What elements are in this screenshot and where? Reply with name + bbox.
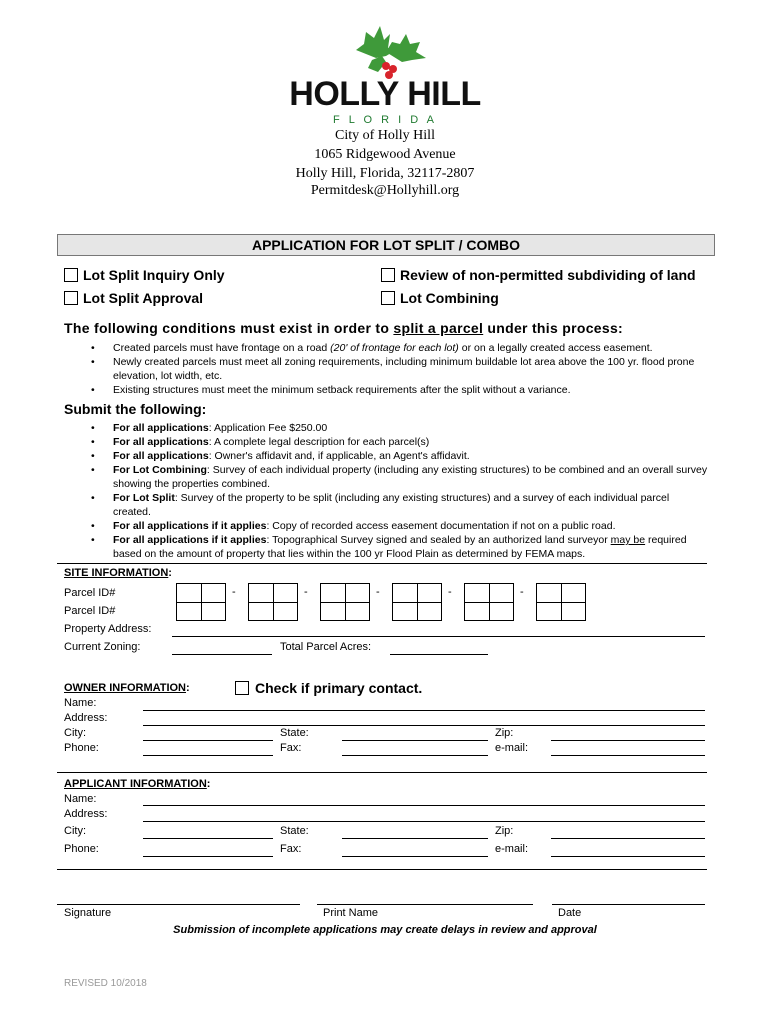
applicant-city-label: City: xyxy=(64,825,86,837)
list-item: • For all applications: Application Fee $250.00 xyxy=(113,421,708,435)
review-subdividing-label: Review of non-permitted subdividing of land xyxy=(400,267,696,283)
list-item: • For Lot Split: Survey of the property to be split (including any existing structures) and a survey of each individual parcel created. xyxy=(113,491,708,519)
review-subdividing-checkbox[interactable] xyxy=(381,268,395,282)
owner-name-field[interactable] xyxy=(143,710,705,711)
property-address-label: Property Address: xyxy=(64,623,152,635)
applicant-info-heading: APPLICANT INFORMATION: xyxy=(64,778,211,790)
print-name-field[interactable] xyxy=(317,904,533,905)
applicant-address-label: Address: xyxy=(64,808,108,820)
owner-zip-field[interactable] xyxy=(551,740,705,741)
lot-split-approval-label: Lot Split Approval xyxy=(83,290,204,306)
list-item: • Newly created parcels must meet all zoning requirements, including minimum buildable lot area above the 100 yr. flood prone elevation, lot width, etc. xyxy=(113,355,703,383)
owner-address-field[interactable] xyxy=(143,725,705,726)
owner-info-heading: OWNER INFORMATION: xyxy=(64,682,190,694)
owner-state-field[interactable] xyxy=(342,740,488,741)
applicant-state-field[interactable] xyxy=(342,838,488,839)
list-item: • For all applications: A complete legal description for each parcel(s) xyxy=(113,435,708,449)
primary-contact-label: Check if primary contact. xyxy=(255,680,423,696)
conditions-heading-underlined: split a parcel xyxy=(393,320,484,336)
list-item: • For all applications: Owner's affidavit and, if applicable, an Agent's affidavit. xyxy=(113,449,708,463)
property-address-field[interactable] xyxy=(172,636,705,637)
parcel-id-separator: - xyxy=(376,586,380,598)
applicant-zip-field[interactable] xyxy=(551,838,705,839)
city-name: City of Holly Hill xyxy=(335,128,435,143)
applicant-fax-field[interactable] xyxy=(342,856,488,857)
applicant-name-label: Name: xyxy=(64,793,97,805)
street-address: 1065 Ridgewood Avenue xyxy=(314,147,456,162)
owner-phone-field[interactable] xyxy=(143,755,273,756)
date-field[interactable] xyxy=(552,904,705,905)
list-item: • Existing structures must meet the minimum setback requirements after the split without a variance. xyxy=(113,383,703,397)
list-item: • For Lot Combining: Survey of each individual property (including any existing structures) to be combined and an overall survey showing the properties combined. xyxy=(113,463,708,491)
total-acres-field[interactable] xyxy=(390,654,488,655)
submit-list xyxy=(113,421,708,561)
current-zoning-field[interactable] xyxy=(172,654,272,655)
applicant-name-field[interactable] xyxy=(143,805,705,806)
parcel-id-grid[interactable] xyxy=(392,583,442,621)
lot-combining-label: Lot Combining xyxy=(400,290,499,306)
list-item: • Created parcels must have frontage on a road (20' of frontage for each lot) or on a legally created access easement. xyxy=(113,341,703,355)
site-info-heading: SITE INFORMATION: xyxy=(64,567,172,579)
applicant-state-label: State: xyxy=(280,825,309,837)
date-label: Date xyxy=(558,907,582,919)
applicant-email-field[interactable] xyxy=(551,856,705,857)
owner-fax-field[interactable] xyxy=(342,755,488,756)
primary-contact-checkbox[interactable] xyxy=(235,681,249,695)
applicant-zip-label: Zip: xyxy=(495,825,514,837)
lot-combining-checkbox[interactable] xyxy=(381,291,395,305)
applicant-city-field[interactable] xyxy=(143,838,273,839)
parcel-id-label-2: Parcel ID# xyxy=(64,605,116,617)
section-divider xyxy=(57,563,707,564)
parcel-id-grid[interactable] xyxy=(536,583,586,621)
owner-zip-label: Zip: xyxy=(495,727,514,739)
incomplete-warning: Submission of incomplete applications may create delays in review and approval xyxy=(173,924,597,936)
form-title: APPLICATION FOR LOT SPLIT / COMBO xyxy=(57,234,715,256)
parcel-id-separator: - xyxy=(232,586,236,598)
owner-city-field[interactable] xyxy=(143,740,273,741)
logo-subtitle: F L O R I D A xyxy=(333,114,437,126)
parcel-id-separator: - xyxy=(520,586,524,598)
total-acres-label: Total Parcel Acres: xyxy=(280,641,372,653)
parcel-id-grid[interactable] xyxy=(320,583,370,621)
owner-address-label: Address: xyxy=(64,712,108,724)
owner-city-label: City: xyxy=(64,727,86,739)
applicant-phone-field[interactable] xyxy=(143,856,273,857)
applicant-fax-label: Fax: xyxy=(280,843,302,855)
parcel-id-grid[interactable] xyxy=(176,583,226,621)
lot-split-approval-checkbox[interactable] xyxy=(64,291,78,305)
lot-split-inquiry-label: Lot Split Inquiry Only xyxy=(83,267,225,283)
section-divider xyxy=(57,772,707,773)
owner-phone-label: Phone: xyxy=(64,742,99,754)
applicant-email-label: e-mail: xyxy=(495,843,529,855)
applicant-address-field[interactable] xyxy=(143,821,705,822)
signature-field[interactable] xyxy=(57,904,300,905)
owner-name-label: Name: xyxy=(64,697,97,709)
list-item: • For all applications if it applies: Topographical Survey signed and sealed by an authorized land surveyor may be required based on the amount of property that lies within the 100 yr Flood Plain as determined by FEMA maps. xyxy=(113,533,708,561)
owner-fax-label: Fax: xyxy=(280,742,302,754)
section-divider xyxy=(57,869,707,870)
parcel-id-grid[interactable] xyxy=(248,583,298,621)
owner-email-label: e-mail: xyxy=(495,742,529,754)
logo-title: HOLLY HILL xyxy=(289,75,481,113)
owner-email-field[interactable] xyxy=(551,755,705,756)
print-name-label: Print Name xyxy=(323,907,379,919)
current-zoning-label: Current Zoning: xyxy=(64,641,141,653)
conditions-list xyxy=(113,341,703,397)
lot-split-inquiry-checkbox[interactable] xyxy=(64,268,78,282)
submit-heading: Submit the following: xyxy=(64,401,207,417)
conditions-heading-pre: The following conditions must exist in order to xyxy=(64,320,394,336)
conditions-heading-post: under this process: xyxy=(483,320,624,336)
parcel-id-separator: - xyxy=(448,586,452,598)
conditions-heading xyxy=(64,320,623,336)
revised-date: REVISED 10/2018 xyxy=(64,978,147,989)
parcel-id-label-1: Parcel ID# xyxy=(64,587,116,599)
owner-state-label: State: xyxy=(280,727,309,739)
city-state-zip: Holly Hill, Florida, 32117-2807 xyxy=(295,166,475,181)
signature-label: Signature xyxy=(64,907,112,919)
parcel-id-separator: - xyxy=(304,586,308,598)
applicant-phone-label: Phone: xyxy=(64,843,99,855)
list-item: • For all applications if it applies: Copy of recorded access easement documentation if not on a public road. xyxy=(113,519,708,533)
parcel-id-grid[interactable] xyxy=(464,583,514,621)
permit-email: Permitdesk@Hollyhill.org xyxy=(310,183,460,198)
